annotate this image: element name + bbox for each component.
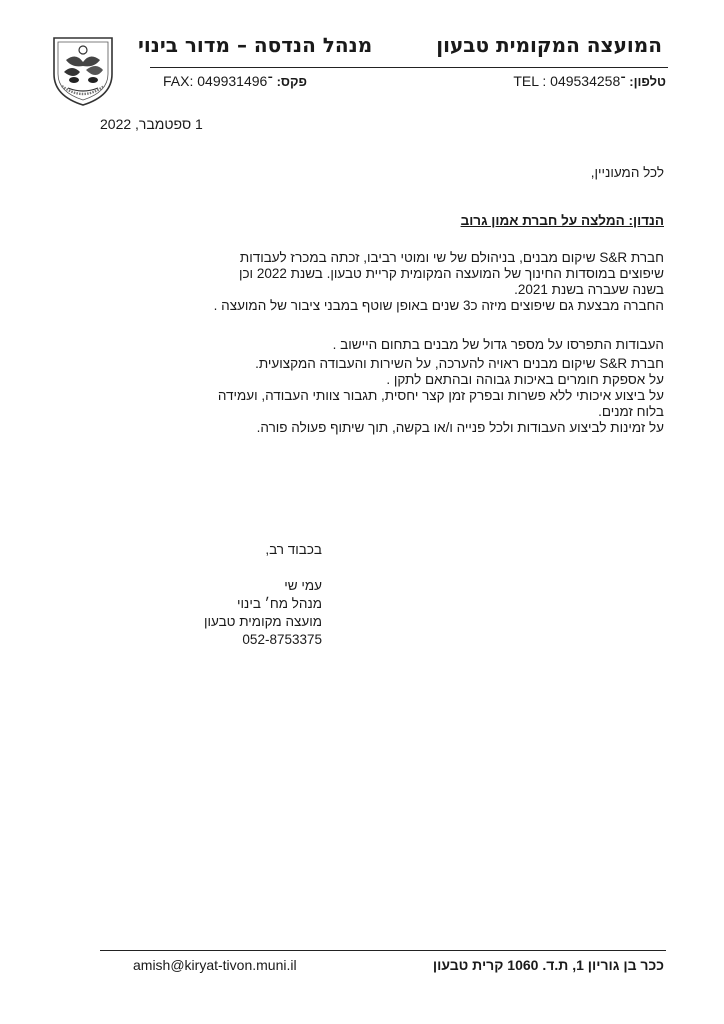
paragraph-line: בלוח זמנים. bbox=[598, 404, 664, 419]
paragraph-line: חברת S&R שיקום מבנים, בניהולם של שי ומוטי רביבו, זכתה במכרז לעבודות bbox=[239, 250, 664, 265]
header-divider bbox=[150, 67, 668, 68]
greeting: לכל המעוניין, bbox=[590, 165, 664, 180]
phone-label: טלפון: bbox=[629, 74, 666, 89]
paragraph-line: שיפוצים במוסדות החינוך של המועצה המקומית קריית טבעון. בשנת 2022 וכן bbox=[238, 266, 664, 281]
paragraph-line: על אספקת חומרים באיכות גבוהה ובהתאם לתקן . bbox=[386, 372, 664, 387]
signer-phone: 052-8753375 bbox=[242, 632, 322, 647]
phone-line bbox=[513, 73, 666, 89]
paragraph-1 bbox=[214, 250, 664, 314]
signer-name: עמי שי bbox=[284, 578, 322, 593]
signer-title: מנהל מח׳ בינוי bbox=[237, 596, 322, 611]
organization-name: המועצה המקומית טבעון bbox=[436, 33, 662, 57]
footer-email: amish@kiryat-tivon.muni.il bbox=[133, 957, 297, 973]
department-name: מנהל הנדסה – מדור בינוי bbox=[138, 33, 373, 57]
paragraph-line: החברה מבצעת גם שיפוצים מיזה כ3 שנים באופן שוטף במבני ציבור של המועצה . bbox=[213, 298, 664, 313]
closing: בכבוד רב, bbox=[265, 542, 322, 557]
letter-date: 1 ספטמבר, 2022 bbox=[100, 116, 203, 132]
fax-value: FAX: 04־9931496 bbox=[163, 73, 273, 89]
fax-label: פקס: bbox=[276, 74, 307, 89]
phone-value: TEL : 04־9534258 bbox=[513, 73, 626, 89]
paragraph-line: חברת S&R שיקום מבנים ראויה להערכה, על השירות והעבודה המקצועית. bbox=[255, 356, 664, 371]
municipal-emblem-icon bbox=[46, 34, 120, 108]
footer-address: ככר בן גוריון 1, ת.ד. 1060 קרית טבעון bbox=[432, 957, 664, 973]
signature-block bbox=[204, 577, 322, 649]
signer-organization: מועצה מקומית טבעון bbox=[204, 614, 322, 629]
footer-divider bbox=[100, 950, 666, 951]
paragraph-line: על ביצוע איכותי ללא פשרות ובפרק זמן קצר יחסית, תגבור צוותי העבודה, ועמידה bbox=[217, 388, 664, 403]
paragraph-line: בשנה שעברה בשנת 2021. bbox=[514, 282, 664, 297]
paragraph-2 bbox=[218, 337, 664, 436]
fax-line bbox=[163, 73, 307, 89]
subject-line: הנדון: המלצה על חברת אמון גרוב bbox=[460, 213, 664, 228]
paragraph-line: העבודות התפרסו על מספר גדול של מבנים בתחום היישוב . bbox=[332, 337, 664, 352]
paragraph-line: על זמינות לביצוע העבודות ולכל פנייה ו/או בקשה, תוך שיתוף פעולה פורה. bbox=[256, 420, 664, 435]
